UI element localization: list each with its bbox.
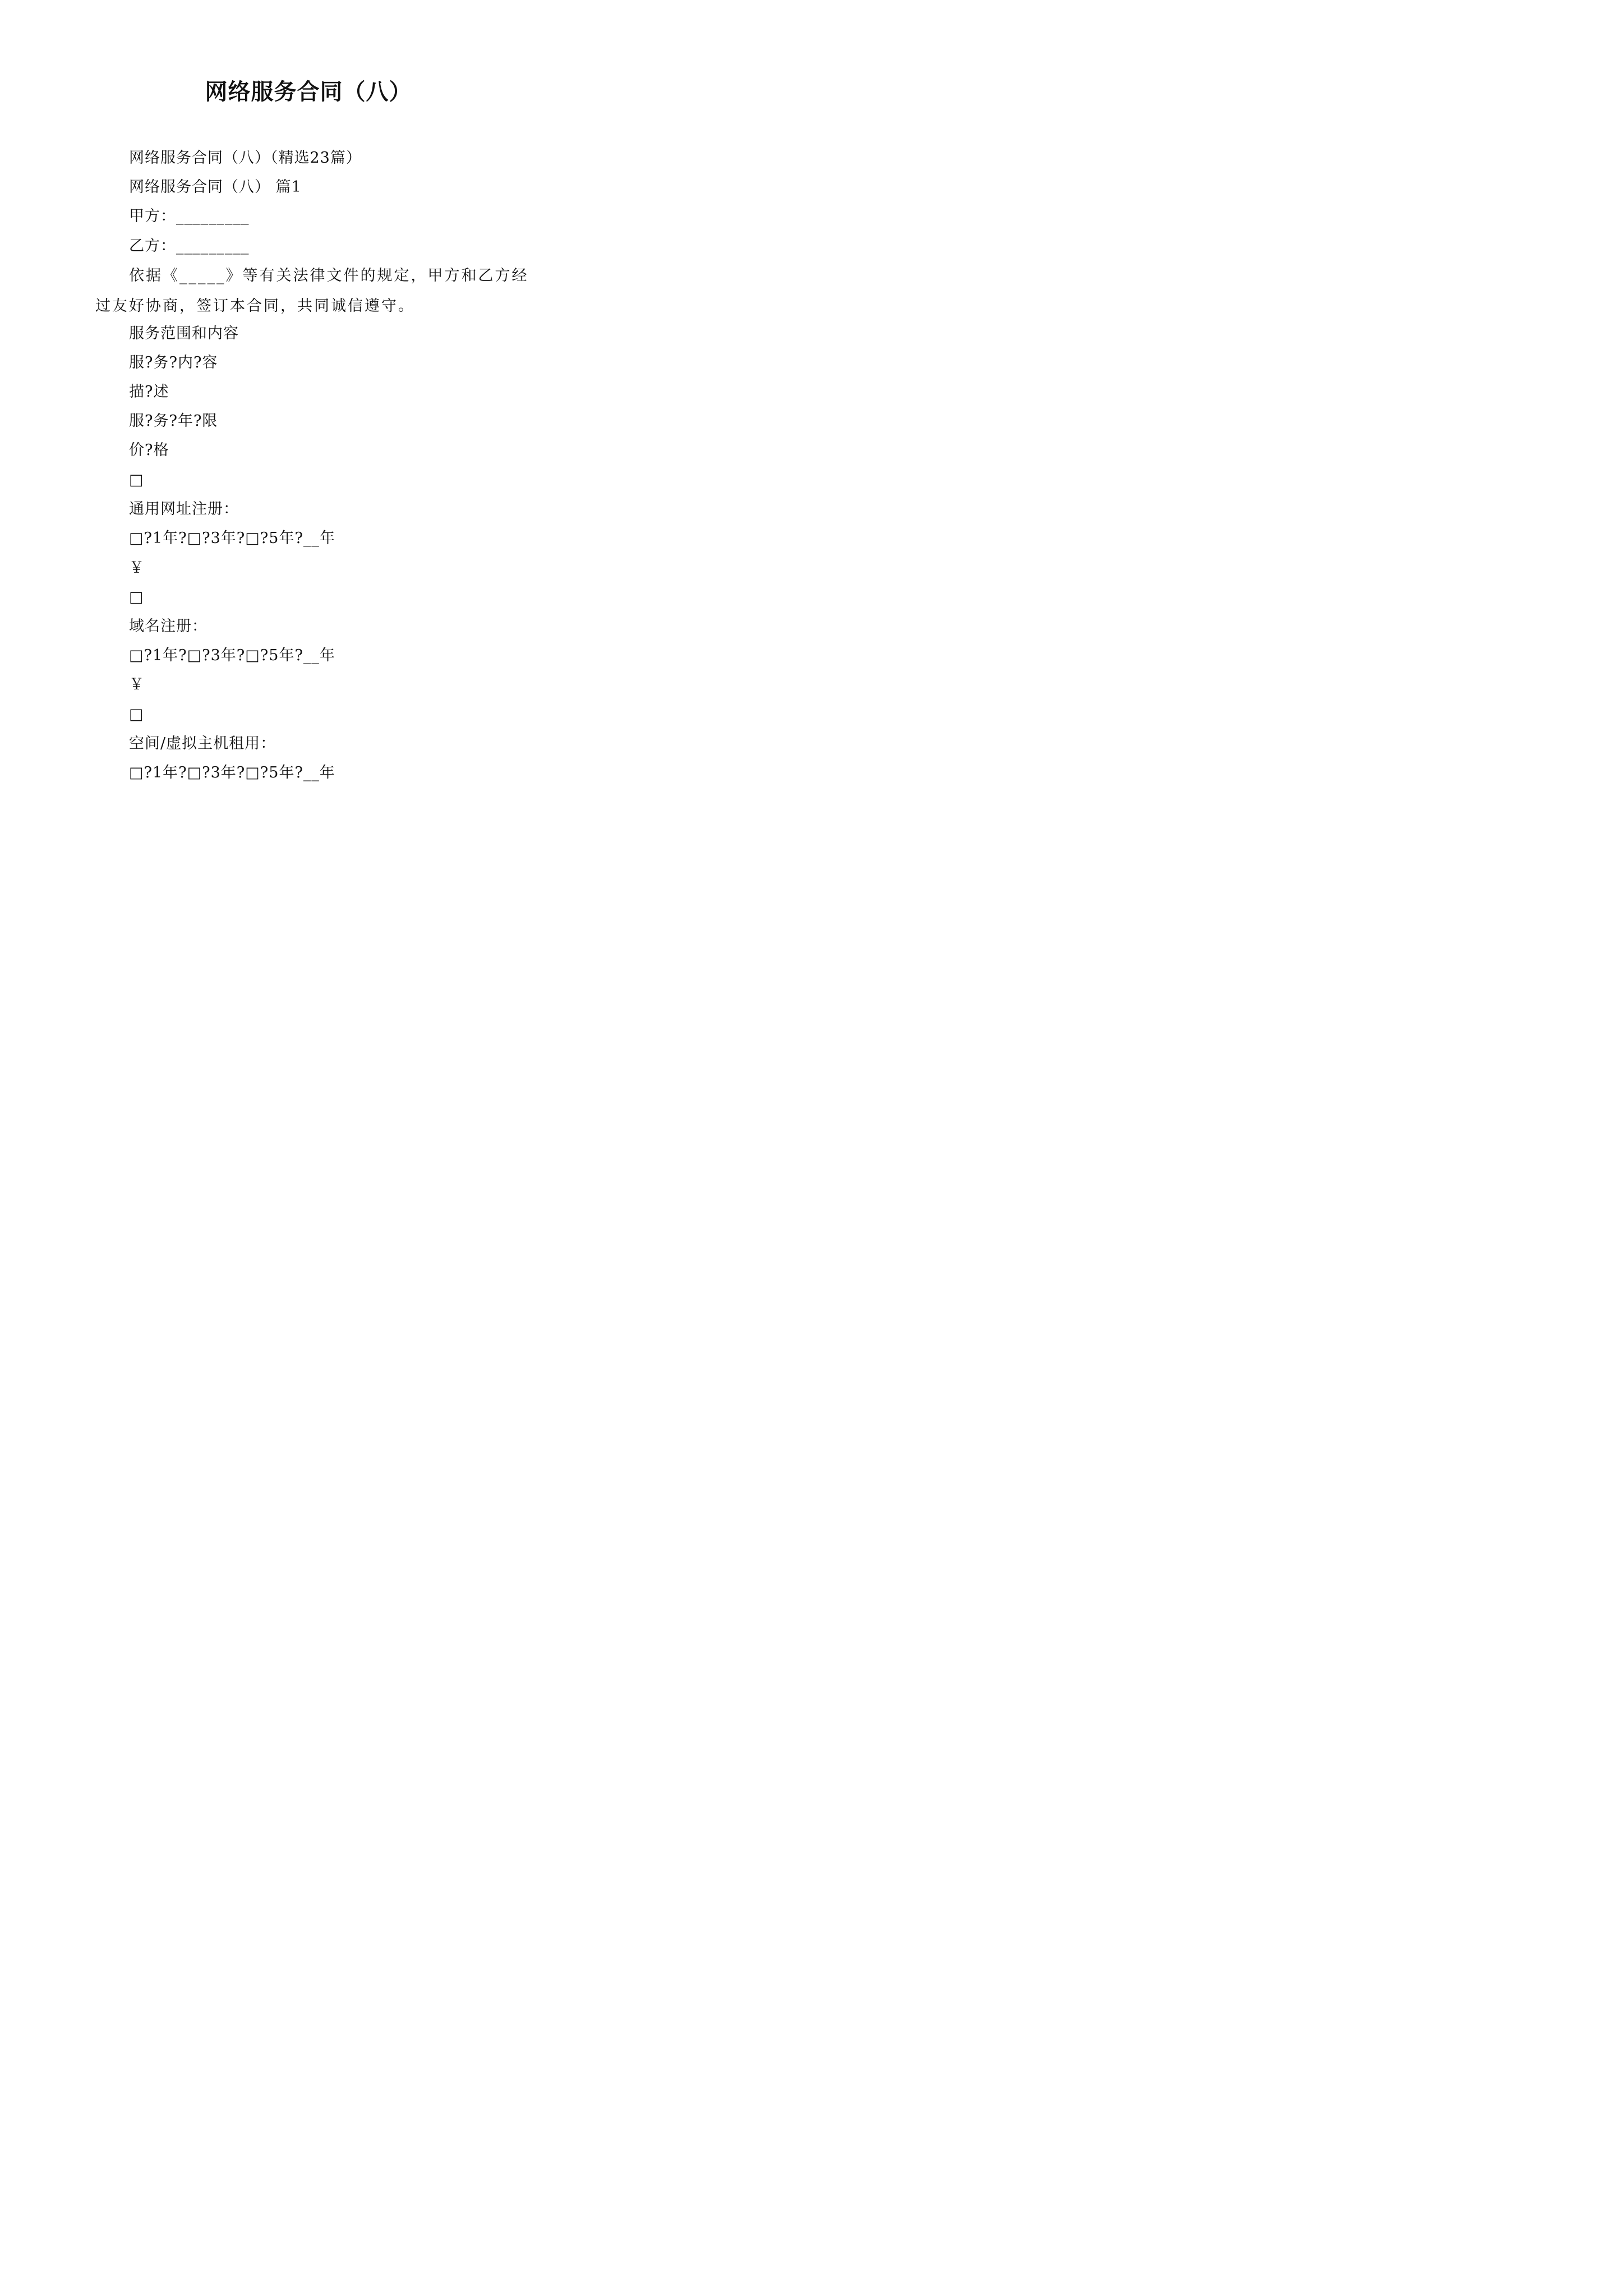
document-page — [0, 0, 617, 873]
yuan-symbol: ￥ — [129, 559, 145, 577]
preamble-paragraph: 依据《_____》等有关法律文件的规定，甲方和乙方经过友好协商，签订本合同，共同诚信遵守。 — [95, 267, 529, 315]
service-scope-heading: 服务范围和内容 — [129, 325, 239, 342]
item-label-url-registration: 通用网址注册： — [129, 500, 239, 518]
checkbox-icon: □ — [129, 471, 144, 489]
checkbox-icon: □ — [129, 706, 144, 723]
checkbox-icon: □ — [129, 588, 144, 606]
document-title: 网络服务合同（八） — [205, 79, 412, 105]
party-a-line: 甲方：_________ — [129, 208, 250, 225]
subtitle-line: 网络服务合同（八）（精选23篇） — [129, 149, 362, 167]
item-term-options: □?1年?□?3年?□?5年?__年 — [129, 764, 335, 781]
item-label-hosting-rental: 空间/虚拟主机租用： — [129, 735, 276, 752]
table-header-price: 价?格 — [129, 441, 169, 459]
table-header-service-content: 服?务?内?容 — [129, 354, 218, 371]
party-b-line: 乙方：_________ — [129, 237, 250, 255]
item-label-domain-registration: 域名注册： — [129, 618, 208, 635]
yuan-symbol: ￥ — [129, 676, 145, 693]
table-header-description: 描?述 — [129, 383, 169, 401]
item-term-options: □?1年?□?3年?□?5年?__年 — [129, 530, 335, 547]
table-header-service-term: 服?务?年?限 — [129, 412, 218, 430]
section-heading: 网络服务合同（八） 篇1 — [129, 178, 302, 196]
item-term-options: □?1年?□?3年?□?5年?__年 — [129, 647, 335, 664]
